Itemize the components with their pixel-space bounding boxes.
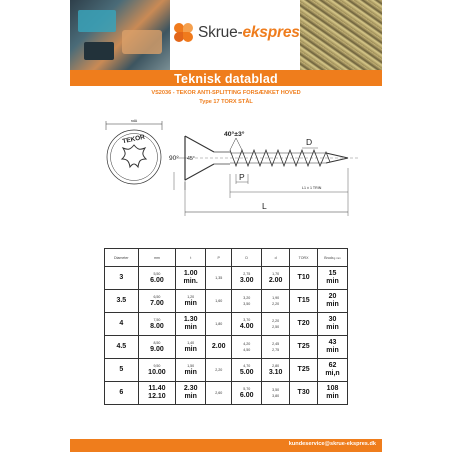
cell-value: 3,20 bbox=[243, 296, 251, 300]
cell-mm bbox=[138, 382, 176, 405]
brud-unit: Kg mm bbox=[331, 255, 341, 260]
cell-value: 20 bbox=[328, 293, 337, 300]
cell-D bbox=[232, 359, 262, 382]
cell-value: 3,80 bbox=[272, 394, 280, 398]
col-header: d bbox=[262, 249, 290, 267]
cell-brud bbox=[318, 290, 348, 313]
length-label: L bbox=[262, 201, 267, 211]
cell-p: 2,20 bbox=[206, 359, 232, 382]
cell-value: 6.00 bbox=[150, 277, 164, 284]
cell-value: 4,50 bbox=[243, 348, 251, 352]
cell-value: 9.00 bbox=[150, 346, 164, 353]
cell-t bbox=[176, 267, 206, 290]
cell-value: 11.40 bbox=[148, 385, 166, 392]
head-width-label: ndA bbox=[130, 119, 138, 123]
cell-torx: T20 bbox=[290, 313, 318, 336]
cell-brud bbox=[318, 382, 348, 405]
cell-torx: T25 bbox=[290, 359, 318, 382]
photo-shape bbox=[122, 30, 162, 54]
cell-diameter: 3.5 bbox=[105, 290, 139, 313]
cell-mm bbox=[138, 359, 176, 382]
cell-value: 3,50 bbox=[272, 388, 280, 392]
header bbox=[70, 0, 382, 70]
cell-mm bbox=[138, 313, 176, 336]
cell-diameter: 6 bbox=[105, 382, 139, 405]
table-row bbox=[105, 336, 348, 359]
cell-value: 1,90 bbox=[272, 296, 280, 300]
cell-value: 12.10 bbox=[148, 393, 166, 400]
col-header bbox=[318, 249, 348, 267]
logo-flower-icon bbox=[174, 23, 194, 43]
photo-shape bbox=[84, 42, 114, 60]
head-half-angle-label: 45° bbox=[187, 156, 195, 162]
cell-diameter: 4 bbox=[105, 313, 139, 336]
thread-length-label: L1 ± 1 TRIN bbox=[302, 186, 322, 190]
cell-mm bbox=[138, 267, 176, 290]
cell-value: 4,20 bbox=[243, 342, 251, 346]
cell-value: min bbox=[184, 324, 197, 331]
table-row bbox=[105, 267, 348, 290]
cell-value: 43 bbox=[328, 339, 337, 346]
head-brand-label: TEKOR bbox=[121, 133, 146, 146]
table-row bbox=[105, 382, 348, 405]
table-header-row bbox=[105, 249, 348, 267]
cell-value: 5.00 bbox=[239, 369, 254, 376]
cell-brud bbox=[318, 313, 348, 336]
major-diameter-label: D bbox=[306, 137, 313, 147]
cell-brud bbox=[318, 359, 348, 382]
cell-diameter: 5 bbox=[105, 359, 139, 382]
cell-value: mi,n bbox=[325, 370, 340, 377]
cell-value: 4.00 bbox=[239, 323, 254, 330]
pitch-label: P bbox=[239, 172, 245, 182]
cell-value: 1,70 bbox=[272, 272, 280, 276]
cell-value: 30 bbox=[328, 316, 337, 323]
cell-value: min. bbox=[183, 278, 198, 285]
thread-angle-label: 40°±3° bbox=[224, 131, 245, 138]
cell-diameter: 3 bbox=[105, 267, 139, 290]
cell-value: 7.00 bbox=[150, 300, 164, 307]
head-angle-label: 90° bbox=[169, 155, 179, 162]
product-title: VS2036 - TEKOR ANTI-SPLITTING FORSÆNKET HOVED bbox=[151, 90, 301, 96]
cell-D bbox=[232, 267, 262, 290]
cell-t bbox=[176, 359, 206, 382]
cell-value: 8,50 bbox=[153, 341, 161, 345]
screw-drawing bbox=[90, 112, 370, 222]
cell-value: 108 bbox=[326, 385, 339, 392]
logo-prefix: Skrue- bbox=[198, 24, 243, 41]
cell-value: 3.00 bbox=[239, 277, 254, 284]
cell-t bbox=[176, 382, 206, 405]
cell-value: 1,40 bbox=[187, 341, 195, 345]
cell-p: 1,35 bbox=[206, 267, 232, 290]
col-header: TORX bbox=[290, 249, 318, 267]
cell-value: 2,75 bbox=[243, 272, 251, 276]
cell-value: min bbox=[184, 300, 197, 307]
cell-value: min bbox=[184, 369, 197, 376]
cell-value: 2,80 bbox=[272, 364, 280, 368]
cell-diameter: 4.5 bbox=[105, 336, 139, 359]
footer-email-link[interactable]: kundeservice@skrue-ekspres.dk bbox=[288, 441, 376, 447]
datasheet-page bbox=[70, 0, 382, 452]
cell-value: min bbox=[184, 346, 197, 353]
cell-value: 4,70 bbox=[243, 364, 251, 368]
cell-value: 1,20 bbox=[187, 295, 195, 299]
cell-torx: T25 bbox=[290, 336, 318, 359]
cell-value: 2,50 bbox=[272, 325, 280, 329]
cell-D bbox=[232, 382, 262, 405]
cell-value: 5,70 bbox=[243, 387, 251, 391]
table-row bbox=[105, 359, 348, 382]
cell-value: 6,50 bbox=[153, 295, 161, 299]
col-header: t bbox=[176, 249, 206, 267]
col-header: Diameter bbox=[105, 249, 139, 267]
cell-t bbox=[176, 290, 206, 313]
header-photo-tools bbox=[70, 0, 170, 70]
table-row bbox=[105, 313, 348, 336]
cell-value: 1.30 bbox=[183, 316, 198, 323]
cell-value: 15 bbox=[328, 270, 337, 277]
cell-mm bbox=[138, 336, 176, 359]
cell-torx: T10 bbox=[290, 267, 318, 290]
cell-value: min bbox=[184, 393, 197, 400]
header-photo-screws bbox=[300, 0, 382, 70]
banner-title: Teknisk datablad bbox=[174, 72, 278, 86]
cell-d bbox=[262, 359, 290, 382]
cell-value: 8.00 bbox=[150, 323, 164, 330]
cell-p: 2,60 bbox=[206, 382, 232, 405]
cell-value: 62 bbox=[328, 362, 337, 369]
cell-value: 5,50 bbox=[153, 272, 161, 276]
cell-value: min bbox=[326, 301, 339, 308]
cell-D bbox=[232, 336, 262, 359]
cell-value: 2.00 bbox=[268, 277, 283, 284]
cell-value: 9,50 bbox=[153, 364, 161, 368]
footer-bar bbox=[70, 439, 382, 452]
table-row bbox=[105, 290, 348, 313]
cell-value: 3,50 bbox=[243, 302, 251, 306]
cell-d bbox=[262, 313, 290, 336]
cell-value: 2,75 bbox=[272, 348, 280, 352]
col-header: mm bbox=[138, 249, 176, 267]
cell-value: min bbox=[326, 324, 339, 331]
cell-p: 1,60 bbox=[206, 290, 232, 313]
brand-logo[interactable] bbox=[174, 20, 320, 46]
cell-value: 3,70 bbox=[243, 318, 251, 322]
cell-value: 2,20 bbox=[272, 319, 280, 323]
cell-value: 6.00 bbox=[239, 392, 254, 399]
cell-D bbox=[232, 290, 262, 313]
cell-d bbox=[262, 290, 290, 313]
cell-value: 7,50 bbox=[153, 318, 161, 322]
cell-torx: T30 bbox=[290, 382, 318, 405]
col-header: P bbox=[206, 249, 232, 267]
spec-table bbox=[104, 248, 348, 405]
photo-shape bbox=[78, 10, 116, 32]
cell-value: 3.10 bbox=[268, 369, 283, 376]
cell-value: 2,20 bbox=[272, 302, 280, 306]
product-subtitle: Type 17 TORX STÅL bbox=[199, 99, 253, 105]
cell-value: 1,50 bbox=[187, 364, 195, 368]
cell-p: 1,80 bbox=[206, 313, 232, 336]
cell-value: min bbox=[326, 278, 339, 285]
cell-value: 2,45 bbox=[272, 342, 280, 346]
cell-d bbox=[262, 336, 290, 359]
cell-d bbox=[262, 267, 290, 290]
cell-t bbox=[176, 313, 206, 336]
cell-torx: T15 bbox=[290, 290, 318, 313]
cell-value: 10.00 bbox=[148, 369, 166, 376]
cell-D bbox=[232, 313, 262, 336]
cell-value: 1.00 bbox=[183, 270, 198, 277]
col-header: D bbox=[232, 249, 262, 267]
cell-brud bbox=[318, 267, 348, 290]
cell-brud bbox=[318, 336, 348, 359]
cell-value: min bbox=[326, 347, 339, 354]
brud-header: Brud bbox=[324, 255, 332, 260]
torx-recess-icon bbox=[122, 145, 146, 167]
cell-value: min bbox=[326, 393, 339, 400]
cell-t bbox=[176, 336, 206, 359]
cell-mm bbox=[138, 290, 176, 313]
logo-accent: ekspres bbox=[242, 24, 300, 41]
cell-p: 2.00 bbox=[206, 336, 232, 359]
cell-d bbox=[262, 382, 290, 405]
title-banner bbox=[70, 70, 382, 86]
cell-value: 2.30 bbox=[183, 385, 198, 392]
